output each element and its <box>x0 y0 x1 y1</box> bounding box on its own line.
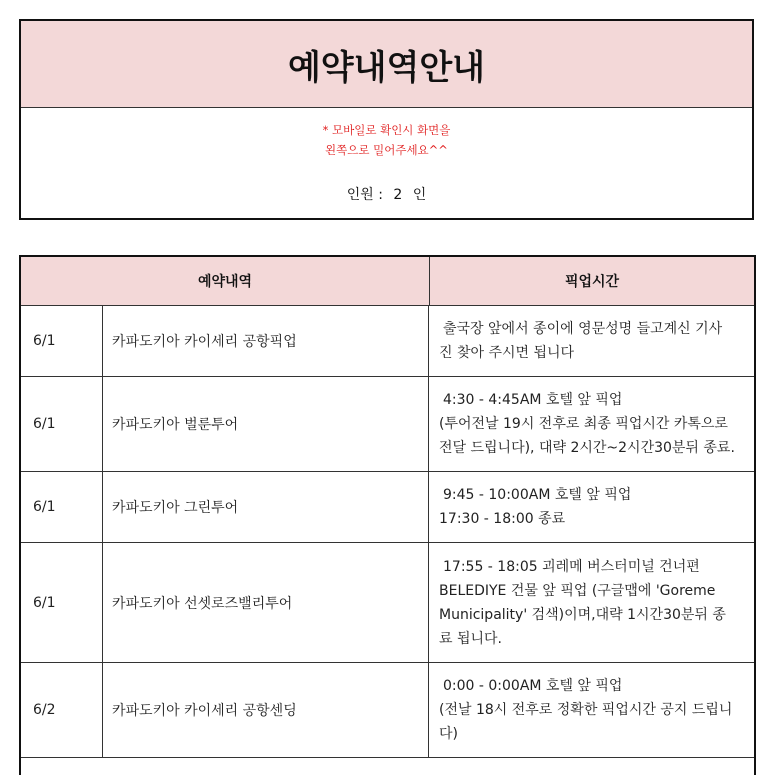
pickup-line: 0:00 - 0:00AM 호텔 앞 픽업 <box>443 678 623 694</box>
pickup-line: (투어전날 19시 전후로 최종 픽업시간 카톡으로 <box>439 416 728 432</box>
row-tour: 카파도키아 카이세리 공항픽업 <box>103 306 429 376</box>
reservation-table <box>19 255 756 775</box>
mobile-notice <box>21 120 752 160</box>
pickup-line: 4:30 - 4:45AM 호텔 앞 픽업 <box>443 392 623 408</box>
row-tour: 카파도키아 선셋로즈밸리투어 <box>103 543 429 662</box>
pickup-line: 17:55 - 18:05 괴레메 버스터미널 건너편 <box>443 558 700 575</box>
row-date: 6/1 <box>21 472 103 542</box>
pickup-line: (전날 18시 전후로 정확한 픽업시간 공지 드립니 <box>439 702 733 718</box>
row-date: 6/1 <box>21 306 103 376</box>
table-row <box>21 472 754 543</box>
row-tour: 카파도키아 카이세리 공항센딩 <box>103 663 429 757</box>
row-pickup <box>429 306 754 376</box>
pickup-line: 진 찾아 주시면 됩니다 <box>439 345 575 361</box>
notice-line-2: 왼쪽으로 밀어주세요^^ <box>325 143 448 157</box>
headcount-unit: 인 <box>412 187 427 203</box>
pickup-line: 출국장 앞에서 종이에 영문성명 들고계신 기사 <box>443 321 723 337</box>
row-tour: 카파도키아 벌룬투어 <box>103 377 429 471</box>
row-pickup <box>429 377 754 471</box>
row-pickup <box>429 472 754 542</box>
headcount-value: 2 <box>393 187 403 203</box>
headcount <box>21 184 752 204</box>
pickup-line: Municipality' 검색)이며,대략 1시간30분뒤 종 <box>439 606 726 623</box>
column-header-reservation: 예약내역 <box>21 257 430 305</box>
pickup-line: 료 됩니다. <box>439 630 502 647</box>
column-header-pickup: 픽업시간 <box>564 274 620 290</box>
row-pickup <box>429 663 754 757</box>
pickup-line: 다) <box>439 726 458 742</box>
table-row <box>21 377 754 472</box>
row-date: 6/2 <box>21 663 103 757</box>
table-row <box>21 663 754 758</box>
table-row <box>21 543 754 663</box>
pickup-line: BELEDIYE 건물 앞 픽업 (구글맵에 'Goreme <box>439 582 716 599</box>
headcount-label: 인원 : <box>346 187 383 203</box>
page-title: 예약내역안내 <box>21 21 752 108</box>
table-header <box>21 257 754 306</box>
notice-line-1: * 모바일로 확인시 화면을 <box>322 123 451 137</box>
table-row <box>21 306 754 377</box>
row-date: 6/1 <box>21 377 103 471</box>
pickup-line: 전달 드립니다), 대략 2시간~2시간30분뒤 종료. <box>439 440 735 456</box>
row-pickup <box>429 543 754 662</box>
pickup-line: 9:45 - 10:00AM 호텔 앞 픽업 <box>443 487 632 503</box>
row-date: 6/1 <box>21 543 103 662</box>
pickup-line: 17:30 - 18:00 종료 <box>439 511 566 527</box>
row-tour: 카파도키아 그린투어 <box>103 472 429 542</box>
reservation-header <box>19 19 754 220</box>
